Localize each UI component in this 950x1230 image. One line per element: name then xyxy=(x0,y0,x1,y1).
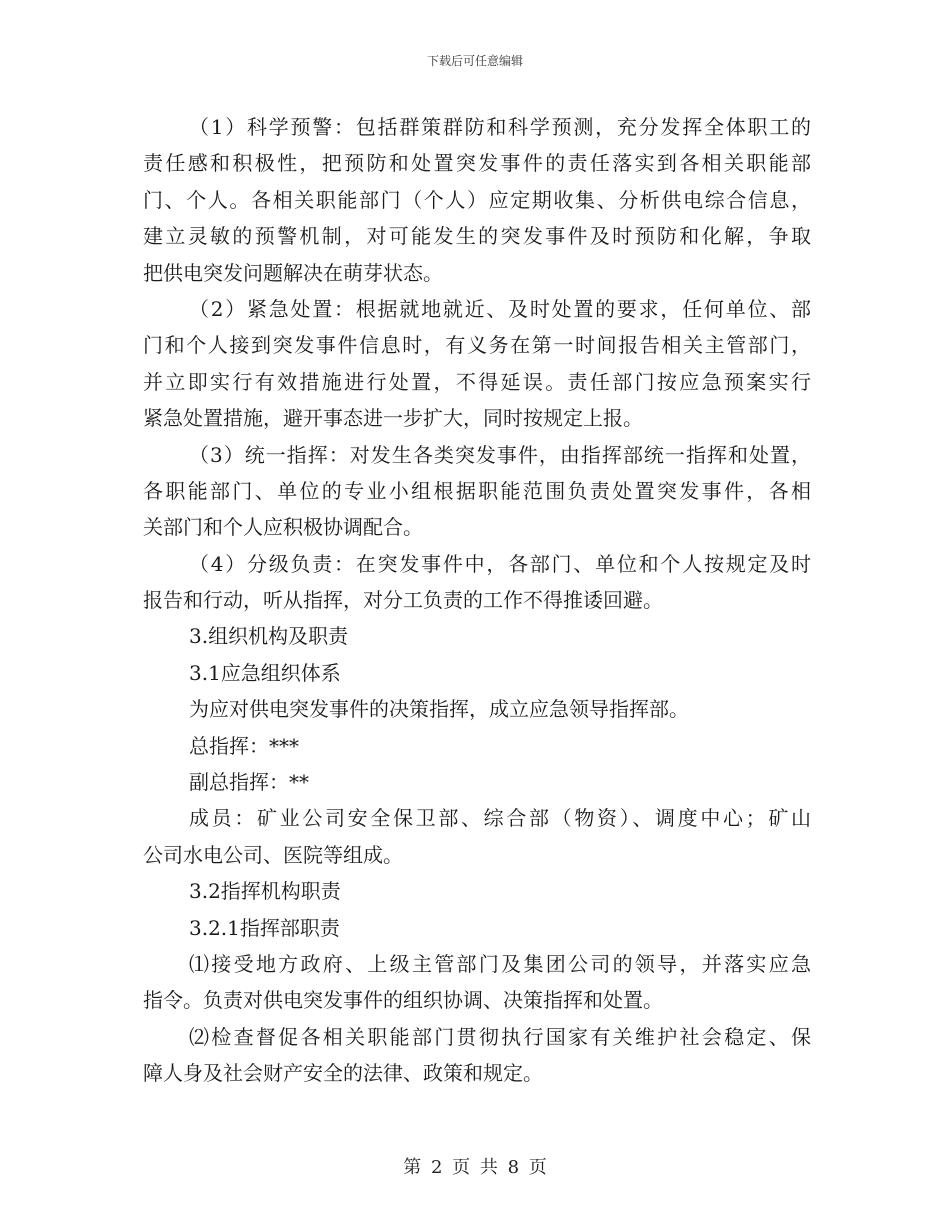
text-line: 各职能部门、单位的专业小组根据职能范围负责处置突发事件，各相 xyxy=(143,478,811,503)
text-line: ⑵检查督促各相关职能部门贯彻执行国家有关维护社会稳定、保 xyxy=(189,1024,811,1049)
document-body xyxy=(143,109,811,1092)
text-line: 3.组织机构及职责 xyxy=(189,624,349,649)
text-line: 障人身及社会财产安全的法律、政策和规定。 xyxy=(143,1061,543,1086)
text-line: （3）统一指挥：对发生各类突发事件，由指挥部统一指挥和处置， xyxy=(189,442,811,467)
text-line: 建立灵敏的预警机制，对可能发生的突发事件及时预防和化解，争取 xyxy=(143,224,811,249)
text-line: 责任感和积极性，把预防和处置突发事件的责任落实到各相关职能部 xyxy=(143,151,811,176)
text-line: 3.1应急组织体系 xyxy=(189,660,341,685)
text-line: 报告和行动，听从指挥，对分工负责的工作不得推诿回避。 xyxy=(143,588,663,613)
text-line: 指令。负责对供电突发事件的组织协调、决策指挥和处置。 xyxy=(143,988,663,1013)
text-line: 门、个人。各相关职能部门（个人）应定期收集、分析供电综合信息， xyxy=(143,187,811,212)
text-line: ⑴接受地方政府、上级主管部门及集团公司的领导，并落实应急 xyxy=(189,951,811,976)
text-line: 公司水电公司、医院等组成。 xyxy=(143,842,403,867)
text-line: 3.2.1指挥部职责 xyxy=(189,915,340,940)
text-line: 为应对供电突发事件的决策指挥，成立应急领导指挥部。 xyxy=(189,697,689,722)
text-line: （1）科学预警：包括群策群防和科学预测，充分发挥全体职工的 xyxy=(189,115,811,139)
text-line: 紧急处置措施，避开事态进一步扩大，同时按规定上报。 xyxy=(143,406,643,431)
page-header: 下载后可任意编辑 xyxy=(426,54,523,68)
text-line: 并立即实行有效措施进行处置，不得延误。责任部门按应急预案实行 xyxy=(143,369,811,394)
text-line: 3.2指挥机构职责 xyxy=(189,879,341,904)
text-line: 把供电突发问题解决在萌芽状态。 xyxy=(143,260,443,285)
text-line: 副总指挥：** xyxy=(189,770,309,795)
text-line: （4）分级负责：在突发事件中，各部门、单位和个人按规定及时 xyxy=(189,551,811,576)
text-line: 成员：矿业公司安全保卫部、综合部（物资）、调度中心；矿山 xyxy=(189,806,811,831)
text-line: 总指挥：*** xyxy=(189,733,299,758)
text-line: （2）紧急处置：根据就地就近、及时处置的要求，任何单位、部 xyxy=(189,296,811,321)
page-number: 第 2 页 共 8 页 xyxy=(403,1157,547,1178)
text-line: 门和个人接到突发事件信息时，有义务在第一时间报告相关主管部门， xyxy=(143,333,811,358)
text-line: 关部门和个人应积极协调配合。 xyxy=(143,515,423,540)
